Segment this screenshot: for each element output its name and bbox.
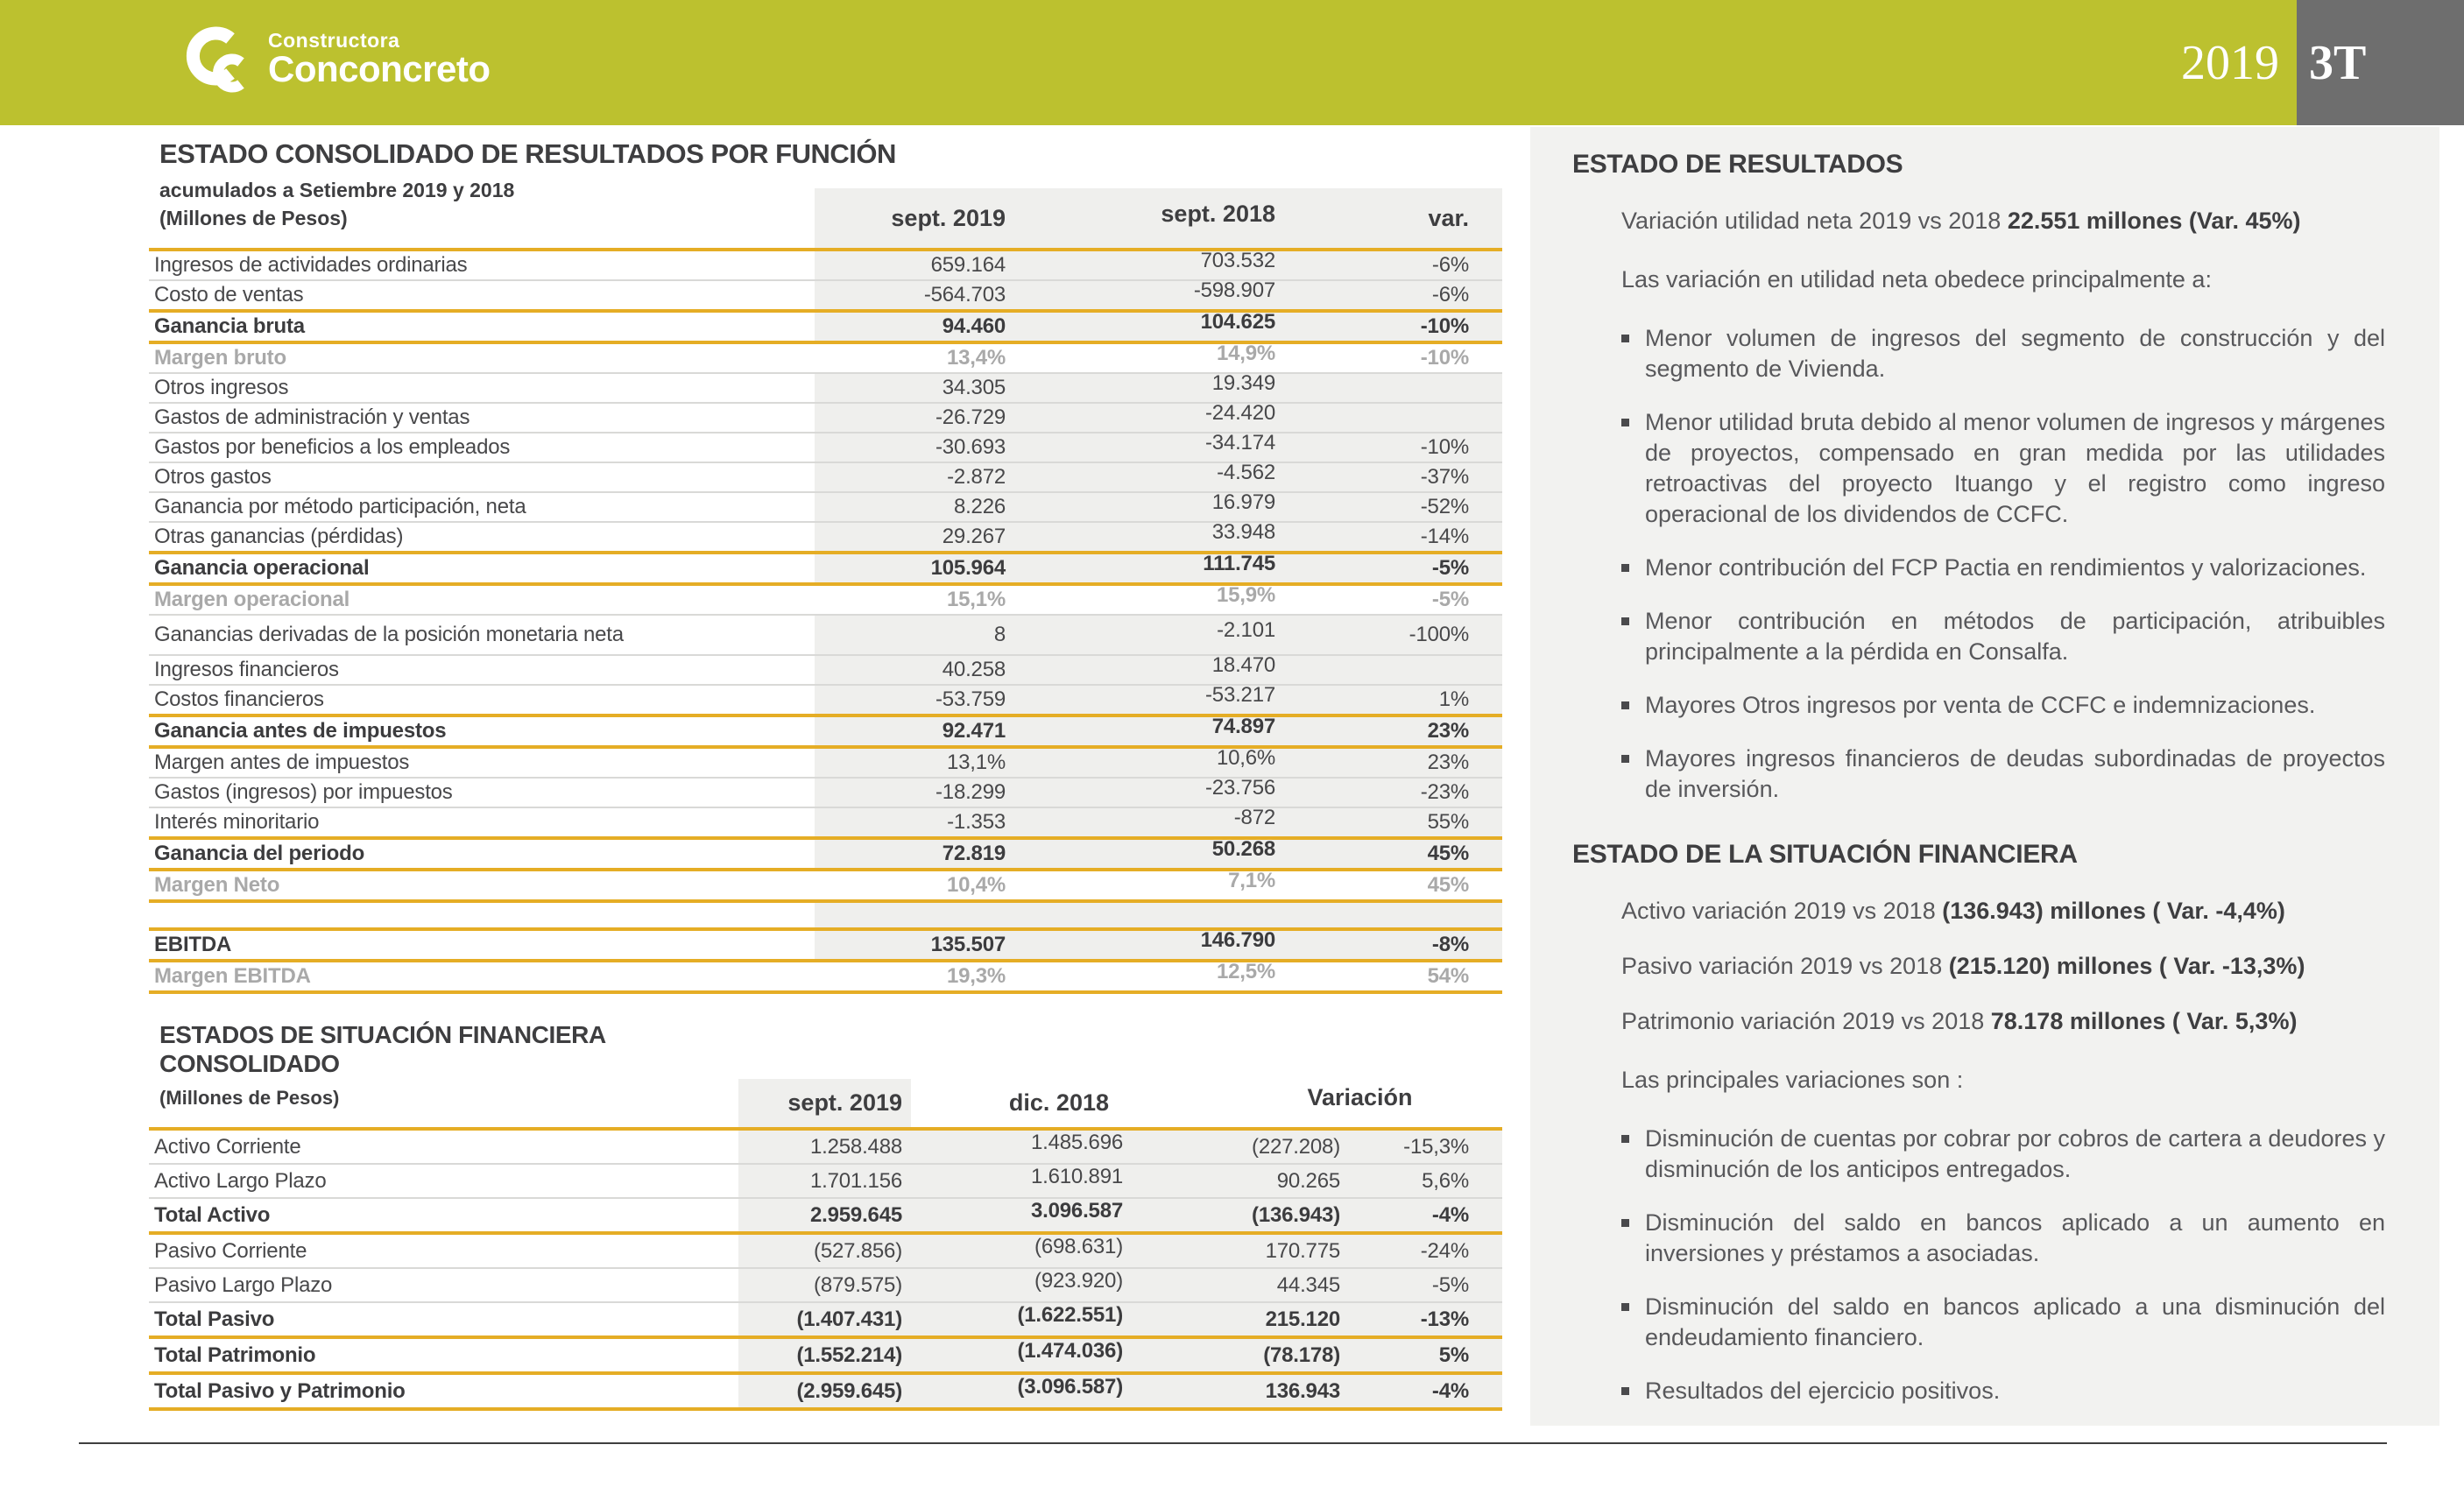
value-sept-2019: -1.353	[815, 808, 1016, 836]
row-label: Margen EBITDA	[154, 964, 311, 988]
value-dic-2018-text: (3.096.587)	[1017, 1374, 1123, 1399]
value-sept-2018-text: 74.897	[1211, 715, 1275, 738]
variation-plain: Patrimonio variación 2019 vs 2018	[1621, 1008, 1991, 1034]
value-sept-2018	[1016, 962, 1288, 990]
value-var	[1288, 374, 1502, 402]
row-label: Interés minoritario	[154, 810, 320, 834]
value-sept-2019: 105.964	[815, 554, 1016, 582]
value-sept-2019: 92.471	[815, 717, 1016, 745]
value-sept-2018	[1016, 903, 1288, 927]
value-var: -6%	[1288, 281, 1502, 309]
brand-name-top: Constructora	[268, 29, 400, 52]
row-label: Pasivo Corriente	[154, 1238, 307, 1263]
bullet-item	[1621, 1208, 2385, 1269]
table-row	[149, 807, 1502, 836]
variation-plain: Activo variación 2019 vs 2018	[1621, 898, 1943, 924]
column-header-sept-2019: sept. 2019	[815, 188, 1016, 248]
row-label: Pasivo Largo Plazo	[154, 1272, 333, 1297]
value-sept-2019: 94.460	[815, 313, 1016, 341]
value-dic-2018-text: (1.474.036)	[1017, 1338, 1123, 1363]
row-label: Margen Neto	[154, 873, 280, 897]
value-sept-2019: 2.959.645	[738, 1199, 911, 1231]
value-sept-2019: 13,4%	[946, 346, 1006, 370]
table-row	[149, 959, 1502, 990]
brand-logo	[179, 21, 491, 96]
variation-line	[1621, 953, 2385, 980]
value-sept-2018-text: 703.532	[1200, 249, 1275, 272]
bullet-item	[1621, 407, 2385, 530]
value-sept-2018-text: -2.101	[1217, 618, 1275, 642]
bullet-item	[1621, 690, 2385, 721]
value-var: -100%	[1288, 616, 1502, 654]
value-sept-2018-text: 111.745	[1203, 552, 1275, 575]
value-sept-2019: 13,1%	[815, 749, 1016, 777]
value-dic-2018	[911, 1375, 1130, 1407]
value-sept-2019: 29.267	[815, 523, 1016, 551]
row-label: Ganancia operacional	[154, 556, 370, 580]
bullet-text: Menor volumen de ingresos del segmento de construcción y del segmento de Vivienda.	[1645, 325, 2385, 382]
row-label: EBITDA	[154, 933, 232, 956]
balance-sheet-unit: (Millones de Pesos)	[159, 1087, 340, 1109]
net-income-variation-bold: 22.551 millones (Var. 45%)	[2007, 208, 2301, 234]
value-sept-2019: 659.164	[815, 251, 1016, 279]
row-label: Gastos (ingresos) por impuestos	[154, 780, 453, 804]
value-var: -52%	[1288, 493, 1502, 521]
value-variation-pct: -4%	[1349, 1375, 1502, 1407]
table-row	[149, 372, 1502, 402]
footer-rule	[79, 1442, 2387, 1444]
value-sept-2019: -2.872	[815, 463, 1016, 491]
value-variation-pct: -24%	[1349, 1235, 1502, 1267]
value-sept-2018	[1016, 653, 1288, 684]
value-sept-2018-text: 14,9%	[1216, 342, 1275, 365]
row-label: Ganancia antes de impuestos	[154, 719, 447, 743]
column-header-sept-2019: sept. 2019	[738, 1079, 911, 1127]
value-var: 23%	[1288, 717, 1502, 745]
value-sept-2019: 34.305	[815, 374, 1016, 402]
bullet-text: Menor utilidad bruta debido al menor volumen de ingresos y márgenes de proyectos, compensado en gran medida por las utilidades retroactivas del proyecto Ituango y el registro como ingreso operacional de los dividendos de CCFC.	[1645, 409, 2385, 527]
table-row	[149, 745, 1502, 777]
value-var: 54%	[1427, 964, 1469, 988]
cc-logo-icon	[179, 21, 254, 96]
value-dic-2018-text: (698.631)	[1034, 1234, 1123, 1258]
value-variation: (78.178)	[1130, 1339, 1349, 1371]
income-statement-unit: (Millones de Pesos)	[159, 207, 348, 229]
value-sept-2019: -18.299	[815, 779, 1016, 807]
value-sept-2018-text: 146.790	[1200, 928, 1275, 952]
table-row	[149, 836, 1502, 868]
value-sept-2019	[815, 903, 1016, 927]
bullet-text: Menor contribución del FCP Pactia en rendimientos y valorizaciones.	[1645, 554, 2367, 581]
value-variation: 44.345	[1130, 1269, 1349, 1301]
row-label: Costo de ventas	[154, 283, 304, 307]
table-row	[149, 309, 1502, 341]
value-sept-2019: 40.258	[815, 656, 1016, 684]
value-sept-2018-text: 18.470	[1211, 653, 1275, 677]
value-variation: 170.775	[1130, 1235, 1349, 1267]
value-sept-2018	[1016, 776, 1288, 807]
value-sept-2018-text: -598.907	[1193, 278, 1275, 302]
balance-sheet-table	[149, 1127, 1502, 1411]
value-sept-2018	[1016, 554, 1288, 582]
financial-position-bullet-list	[1621, 1124, 2385, 1406]
value-variation: 90.265	[1130, 1165, 1349, 1197]
financial-position-heading: ESTADO DE LA SITUACIÓN FINANCIERA	[1572, 840, 2078, 869]
value-var: -23%	[1288, 779, 1502, 807]
value-var: -8%	[1288, 931, 1502, 959]
value-sept-2018	[1016, 837, 1288, 868]
table-row	[149, 248, 1502, 279]
table-row	[149, 927, 1502, 959]
value-sept-2018-text: 15,9%	[1216, 583, 1275, 607]
row-label: Otras ganancias (pérdidas)	[154, 525, 404, 548]
bullet-text: Mayores Otros ingresos por venta de CCFC e indemnizaciones.	[1645, 692, 2316, 718]
bullet-square-icon	[1621, 335, 1629, 342]
bullet-square-icon	[1621, 564, 1629, 572]
bullet-square-icon	[1621, 701, 1629, 709]
value-dic-2018	[911, 1235, 1130, 1267]
bullet-square-icon	[1621, 1219, 1629, 1227]
value-sept-2018	[1016, 401, 1288, 432]
bullet-item	[1621, 744, 2385, 805]
results-bullet-list	[1621, 323, 2385, 805]
column-header-sept-2018	[1016, 188, 1288, 248]
table-row	[149, 654, 1502, 684]
value-dic-2018	[911, 1199, 1130, 1231]
row-label: Costos financieros	[154, 687, 324, 711]
value-sept-2018	[1016, 278, 1288, 309]
value-dic-2018	[911, 1131, 1130, 1163]
value-dic-2018	[911, 1303, 1130, 1335]
row-label: Activo Largo Plazo	[154, 1168, 327, 1193]
income-statement-table	[149, 248, 1502, 994]
table-row	[149, 402, 1502, 432]
bullet-square-icon	[1621, 1303, 1629, 1311]
report-quarter: 3T	[2309, 35, 2367, 90]
value-var: -10%	[1288, 433, 1502, 462]
brand-text	[268, 30, 491, 88]
bullet-text: Disminución de cuentas por cobrar por cobros de cartera a deudores y disminución de los anticipos entregados.	[1645, 1125, 2385, 1182]
row-label: Otros ingresos	[154, 376, 289, 399]
value-sept-2019: (1.552.214)	[738, 1339, 911, 1371]
table-row	[149, 1301, 1502, 1335]
table-row	[149, 1335, 1502, 1371]
row-label: Ganancias derivadas de la posición monetaria neta	[154, 623, 624, 646]
value-sept-2018	[1016, 583, 1288, 614]
value-variation: (227.208)	[1130, 1131, 1349, 1163]
row-label: Margen antes de impuestos	[154, 751, 410, 774]
value-variation-pct: -15,3%	[1349, 1131, 1502, 1163]
value-variation: 136.943	[1130, 1375, 1349, 1407]
income-statement-title: ESTADO CONSOLIDADO DE RESULTADOS POR FUNCIÓN	[159, 138, 896, 169]
table-row	[149, 551, 1502, 582]
report-period	[2181, 0, 2464, 125]
row-label: Otros gastos	[154, 465, 272, 489]
value-sept-2018-text: -872	[1233, 806, 1275, 829]
value-sept-2019: (1.407.431)	[738, 1303, 911, 1335]
row-label: Ganancia por método participación, neta	[154, 495, 526, 518]
table-row	[149, 614, 1502, 654]
row-label: Margen bruto	[154, 346, 286, 370]
value-var: -6%	[1288, 251, 1502, 279]
table-row	[149, 582, 1502, 614]
value-sept-2019: 1.701.156	[738, 1165, 911, 1197]
variation-line	[1621, 898, 2385, 925]
table-row	[149, 491, 1502, 521]
value-sept-2018	[1016, 433, 1288, 462]
value-variation-pct: 5%	[1349, 1339, 1502, 1371]
variation-bold: (215.120) millones ( Var. -13,3%)	[1948, 953, 2305, 979]
value-sept-2019: 10,4%	[946, 873, 1006, 897]
table-row	[149, 714, 1502, 745]
value-sept-2019: (2.959.645)	[738, 1375, 911, 1407]
variation-plain: Pasivo variación 2019 vs 2018	[1621, 953, 1949, 979]
report-year: 2019	[2181, 35, 2279, 90]
value-dic-2018-text: (923.920)	[1034, 1268, 1123, 1293]
row-label: Margen operacional	[154, 588, 350, 611]
value-sept-2018	[1016, 717, 1288, 745]
value-sept-2018	[1016, 808, 1288, 836]
row-label: Ingresos financieros	[154, 658, 339, 681]
value-dic-2018-text: 3.096.587	[1031, 1198, 1123, 1223]
value-var: -14%	[1288, 523, 1502, 551]
bullet-item	[1621, 323, 2385, 384]
bullet-item	[1621, 1292, 2385, 1353]
bullet-item	[1621, 606, 2385, 667]
value-sept-2018-text: 19.349	[1211, 371, 1275, 395]
value-var: -10%	[1420, 346, 1469, 370]
bullet-text: Disminución del saldo en bancos aplicado a un aumento en inversiones y préstamos a asociadas.	[1645, 1209, 2385, 1266]
value-dic-2018	[911, 1165, 1130, 1197]
financial-position-intro: Las principales variaciones son :	[1621, 1067, 1964, 1093]
value-sept-2018-text: 10,6%	[1216, 746, 1275, 770]
bullet-square-icon	[1621, 419, 1629, 426]
table-row	[149, 1163, 1502, 1197]
value-sept-2018-text: -34.174	[1205, 431, 1275, 455]
variation-line	[1621, 1008, 2385, 1035]
header-spacer	[149, 188, 815, 248]
value-var: -10%	[1288, 313, 1502, 341]
value-var: 55%	[1288, 808, 1502, 836]
value-variation-pct: -13%	[1349, 1303, 1502, 1335]
row-label: Activo Corriente	[154, 1134, 301, 1159]
table-row	[149, 868, 1502, 899]
bullet-text: Resultados del ejercicio positivos.	[1645, 1378, 2001, 1404]
value-dic-2018-text: 1.610.891	[1031, 1164, 1123, 1188]
value-variation-pct: -4%	[1349, 1199, 1502, 1231]
row-label: Ingresos de actividades ordinarias	[154, 253, 468, 277]
table-row	[149, 1371, 1502, 1407]
bullet-item	[1621, 553, 2385, 583]
value-sept-2018-text: -53.217	[1205, 683, 1275, 707]
bullet-square-icon	[1621, 755, 1629, 763]
value-sept-2019: 135.507	[815, 931, 1016, 959]
value-sept-2018-text: -23.756	[1205, 776, 1275, 800]
row-label: Gastos por beneficios a los empleados	[154, 435, 511, 459]
variation-bold: 78.178 millones ( Var. 5,3%)	[1990, 1008, 2298, 1034]
value-sept-2019: -564.703	[815, 281, 1016, 309]
net-income-variation-line	[1621, 208, 2385, 235]
value-sept-2018-text: 12,5%	[1216, 960, 1275, 983]
value-var	[1288, 903, 1502, 927]
table-row	[149, 1267, 1502, 1301]
value-sept-2018-text: 16.979	[1211, 490, 1275, 514]
value-sept-2018	[1016, 928, 1288, 959]
table-row	[149, 1197, 1502, 1231]
value-dic-2018	[911, 1339, 1130, 1371]
bullet-text: Menor contribución en métodos de participación, atribuibles principalmente a la pérdida en Consalfa.	[1645, 608, 2385, 665]
value-sept-2018-text: 50.268	[1211, 837, 1275, 861]
row-label: Total Patrimonio	[154, 1343, 316, 1367]
value-sept-2018	[1016, 344, 1288, 372]
value-variation-pct: 5,6%	[1349, 1165, 1502, 1197]
column-header-var: var.	[1288, 188, 1502, 248]
brand-name-bottom: Conconcreto	[268, 48, 491, 89]
value-var	[1288, 656, 1502, 684]
value-sept-2019: 15,1%	[946, 588, 1006, 611]
value-sept-2018	[1016, 310, 1288, 341]
row-label: Total Pasivo y Patrimonio	[154, 1378, 406, 1403]
table-row	[149, 462, 1502, 491]
value-sept-2018-text: 7,1%	[1228, 869, 1275, 892]
value-var: 45%	[1288, 840, 1502, 868]
column-header-variacion: Variación	[1307, 1084, 1413, 1110]
value-var: -5%	[1431, 588, 1469, 611]
value-sept-2019: 8.226	[815, 493, 1016, 521]
table-row	[149, 279, 1502, 309]
value-dic-2018-text: 1.485.696	[1031, 1130, 1123, 1154]
value-var: -5%	[1288, 554, 1502, 582]
value-var	[1288, 404, 1502, 432]
bullet-text: Mayores ingresos financieros de deudas subordinadas de proyectos de inversión.	[1645, 745, 2385, 802]
balance-sheet-title-line1: ESTADOS DE SITUACIÓN FINANCIERA	[159, 1021, 606, 1048]
balance-sheet-title-line2: CONSOLIDADO	[159, 1050, 340, 1077]
value-var: -37%	[1288, 463, 1502, 491]
income-statement-subtitle: acumulados a Setiembre 2019 y 2018	[159, 179, 515, 201]
row-label: Gastos de administración y ventas	[154, 405, 470, 429]
value-variation: (136.943)	[1130, 1199, 1349, 1231]
commentary-panel	[1530, 127, 2439, 1426]
value-dic-2018-text: (1.622.551)	[1017, 1302, 1123, 1327]
row-label: Total Pasivo	[154, 1307, 275, 1331]
bullet-square-icon	[1621, 617, 1629, 625]
bullet-square-icon	[1621, 1387, 1629, 1395]
value-sept-2019: (879.575)	[738, 1269, 911, 1301]
row-label: Ganancia del periodo	[154, 842, 365, 865]
bullet-square-icon	[1621, 1135, 1629, 1143]
value-sept-2018	[1016, 683, 1288, 714]
table-row	[149, 777, 1502, 807]
value-sept-2018	[1016, 871, 1288, 899]
income-statement-header-row	[149, 188, 1502, 248]
row-label	[149, 903, 815, 927]
table-row	[149, 1231, 1502, 1267]
variation-bold: (136.943) millones ( Var. -4,4%)	[1942, 898, 2285, 924]
value-sept-2019: 8	[815, 616, 1016, 654]
table-row	[149, 521, 1502, 551]
value-sept-2018	[1016, 490, 1288, 521]
value-sept-2019: 19,3%	[946, 964, 1006, 988]
value-sept-2018-text: 104.625	[1200, 310, 1275, 334]
value-sept-2018	[1016, 371, 1288, 402]
table-row	[149, 432, 1502, 462]
value-sept-2019: -26.729	[815, 404, 1016, 432]
value-sept-2018	[1016, 616, 1288, 654]
value-var: 45%	[1427, 873, 1469, 897]
value-sept-2018	[1016, 746, 1288, 777]
value-sept-2019: 72.819	[815, 840, 1016, 868]
value-sept-2019: (527.856)	[738, 1235, 911, 1267]
balance-sheet-header-row	[149, 1079, 1502, 1127]
value-variation: 215.120	[1130, 1303, 1349, 1335]
bullet-item	[1621, 1124, 2385, 1185]
value-sept-2018-text: 33.948	[1211, 520, 1275, 544]
results-intro: Las variación en utilidad neta obedece principalmente a:	[1621, 266, 2212, 292]
bullet-text: Disminución del saldo en bancos aplicado a una disminución del endeudamiento financiero.	[1645, 1293, 2385, 1350]
row-label: Total Activo	[154, 1202, 271, 1227]
bullet-item	[1621, 1376, 2385, 1406]
table-row	[149, 1127, 1502, 1163]
column-header-dic-2018: dic. 2018	[1008, 1089, 1109, 1116]
column-header-sept-2018-label: sept. 2018	[1161, 200, 1275, 227]
value-sept-2019: -30.693	[815, 433, 1016, 462]
value-sept-2019: -53.759	[815, 686, 1016, 714]
value-sept-2018	[1016, 520, 1288, 551]
row-label: Ganancia bruta	[154, 314, 305, 338]
financial-position-variation-lines	[1572, 898, 2385, 1035]
value-sept-2018-text: -24.420	[1205, 401, 1275, 425]
table-row	[149, 684, 1502, 714]
table-row	[149, 341, 1502, 372]
value-sept-2018	[1016, 463, 1288, 491]
value-variation-pct: -5%	[1349, 1269, 1502, 1301]
header-bar	[0, 0, 2464, 125]
net-income-variation-plain: Variación utilidad neta 2019 vs 2018	[1621, 208, 2008, 234]
results-heading: ESTADO DE RESULTADOS	[1572, 150, 1903, 179]
value-sept-2018	[1016, 251, 1288, 279]
quarter-box	[2297, 0, 2464, 125]
value-sept-2018-text: -4.562	[1217, 461, 1275, 484]
value-var: 1%	[1288, 686, 1502, 714]
value-var: 23%	[1288, 749, 1502, 777]
value-dic-2018	[911, 1269, 1130, 1301]
table-row	[149, 899, 1502, 927]
value-sept-2019: 1.258.488	[738, 1131, 911, 1163]
